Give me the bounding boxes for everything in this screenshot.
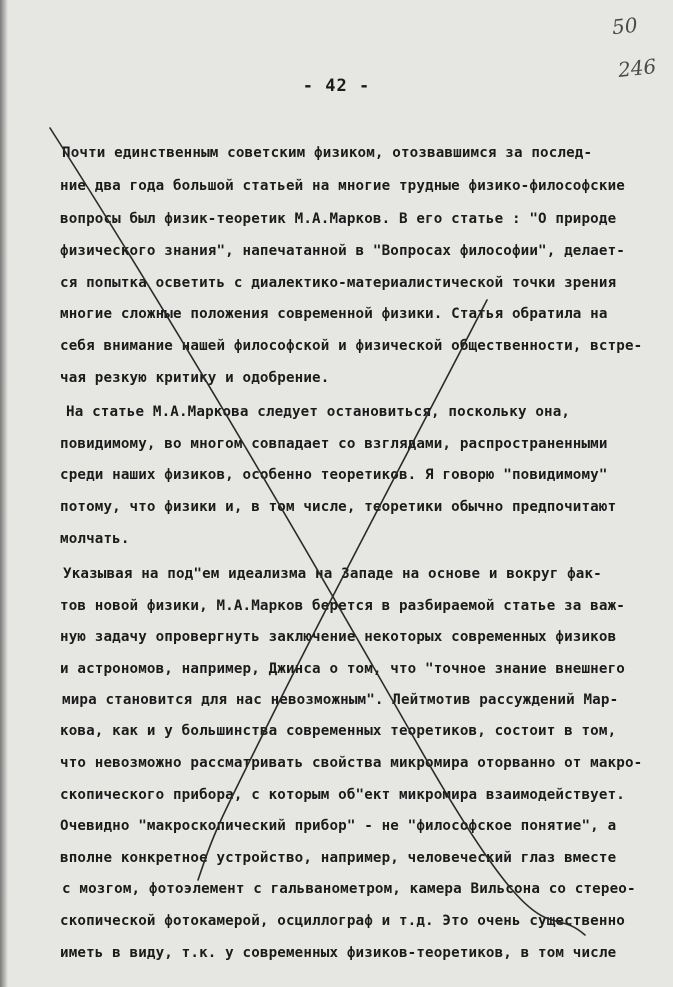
text-line: тов новой физики, М.А.Марков берется в разбираемой статье за важ-	[60, 598, 625, 614]
text-line: потому, что физики и, в том числе, теоретики обычно предпочитают	[60, 499, 617, 515]
text-line: чая резкую критику и одобрение.	[60, 370, 330, 386]
text-line: физического знания", напечатанной в "Вопросах философии", делает-	[60, 243, 625, 259]
text-line: с мозгом, фотоэлемент с гальванометром, камера Вильсона со стерео-	[62, 881, 636, 897]
text-line: среди наших физиков, особенно теоретиков. Я говорю "повидимому"	[60, 467, 608, 483]
text-line: кова, как и у большинства современных теоретиков, состоит в том,	[60, 723, 617, 739]
text-line: иметь в виду, т.к. у современных физиков-теоретиков, в том числе	[60, 945, 617, 961]
text-line: себя внимание нашей философской и физической общественности, встре-	[60, 338, 643, 354]
text-line: повидимому, во многом совпадает со взглядами, распространенными	[60, 436, 608, 452]
text-line: Очевидно "макроскопический прибор" - не "философское понятие", а	[60, 818, 617, 834]
page-number: - 42 -	[302, 76, 371, 96]
text-line: Указывая на под"ем идеализма на Западе на основе и вокруг фак-	[63, 566, 602, 582]
text-line: скопической фотокамерой, осциллограф и т.д. Это очень существенно	[60, 913, 625, 929]
text-line: многие сложные положения современной физики. Статья обратила на	[60, 306, 608, 322]
text-line: Почти единственным советским физиком, отозвавшимся за послед-	[62, 145, 593, 161]
text-line: и астрономов, например, Джинса о том, что "точное знание внешнего	[60, 661, 625, 677]
text-line: скопического прибора, с которым об"ект микромира взаимодействует.	[60, 787, 625, 803]
text-line: ся попытка осветить с диалектико-материалистической точки зрения	[60, 275, 617, 291]
archive-number-bottom: 246	[616, 54, 658, 82]
scan-edge-shadow	[0, 0, 8, 987]
archive-number-top: 50	[610, 12, 639, 40]
text-line: что невозможно рассматривать свойства микромира оторванно от макро-	[60, 755, 643, 771]
text-line: мира становится для нас невозможным". Лейтмотив рассуждений Мар-	[62, 692, 619, 708]
text-line: ную задачу опровергнуть заключение некоторых современных физиков	[60, 629, 617, 645]
text-line: На статье М.А.Маркова следует остановиться, поскольку она,	[66, 404, 571, 420]
text-line: ние два года большой статьей на многие трудные физико-философские	[60, 178, 625, 194]
text-line: вполне конкретное устройство, например, человеческий глаз вместе	[60, 850, 617, 866]
text-line: вопросы был физик-теоретик М.А.Марков. В его статье : "О природе	[60, 211, 617, 227]
text-line: молчать.	[60, 531, 130, 547]
